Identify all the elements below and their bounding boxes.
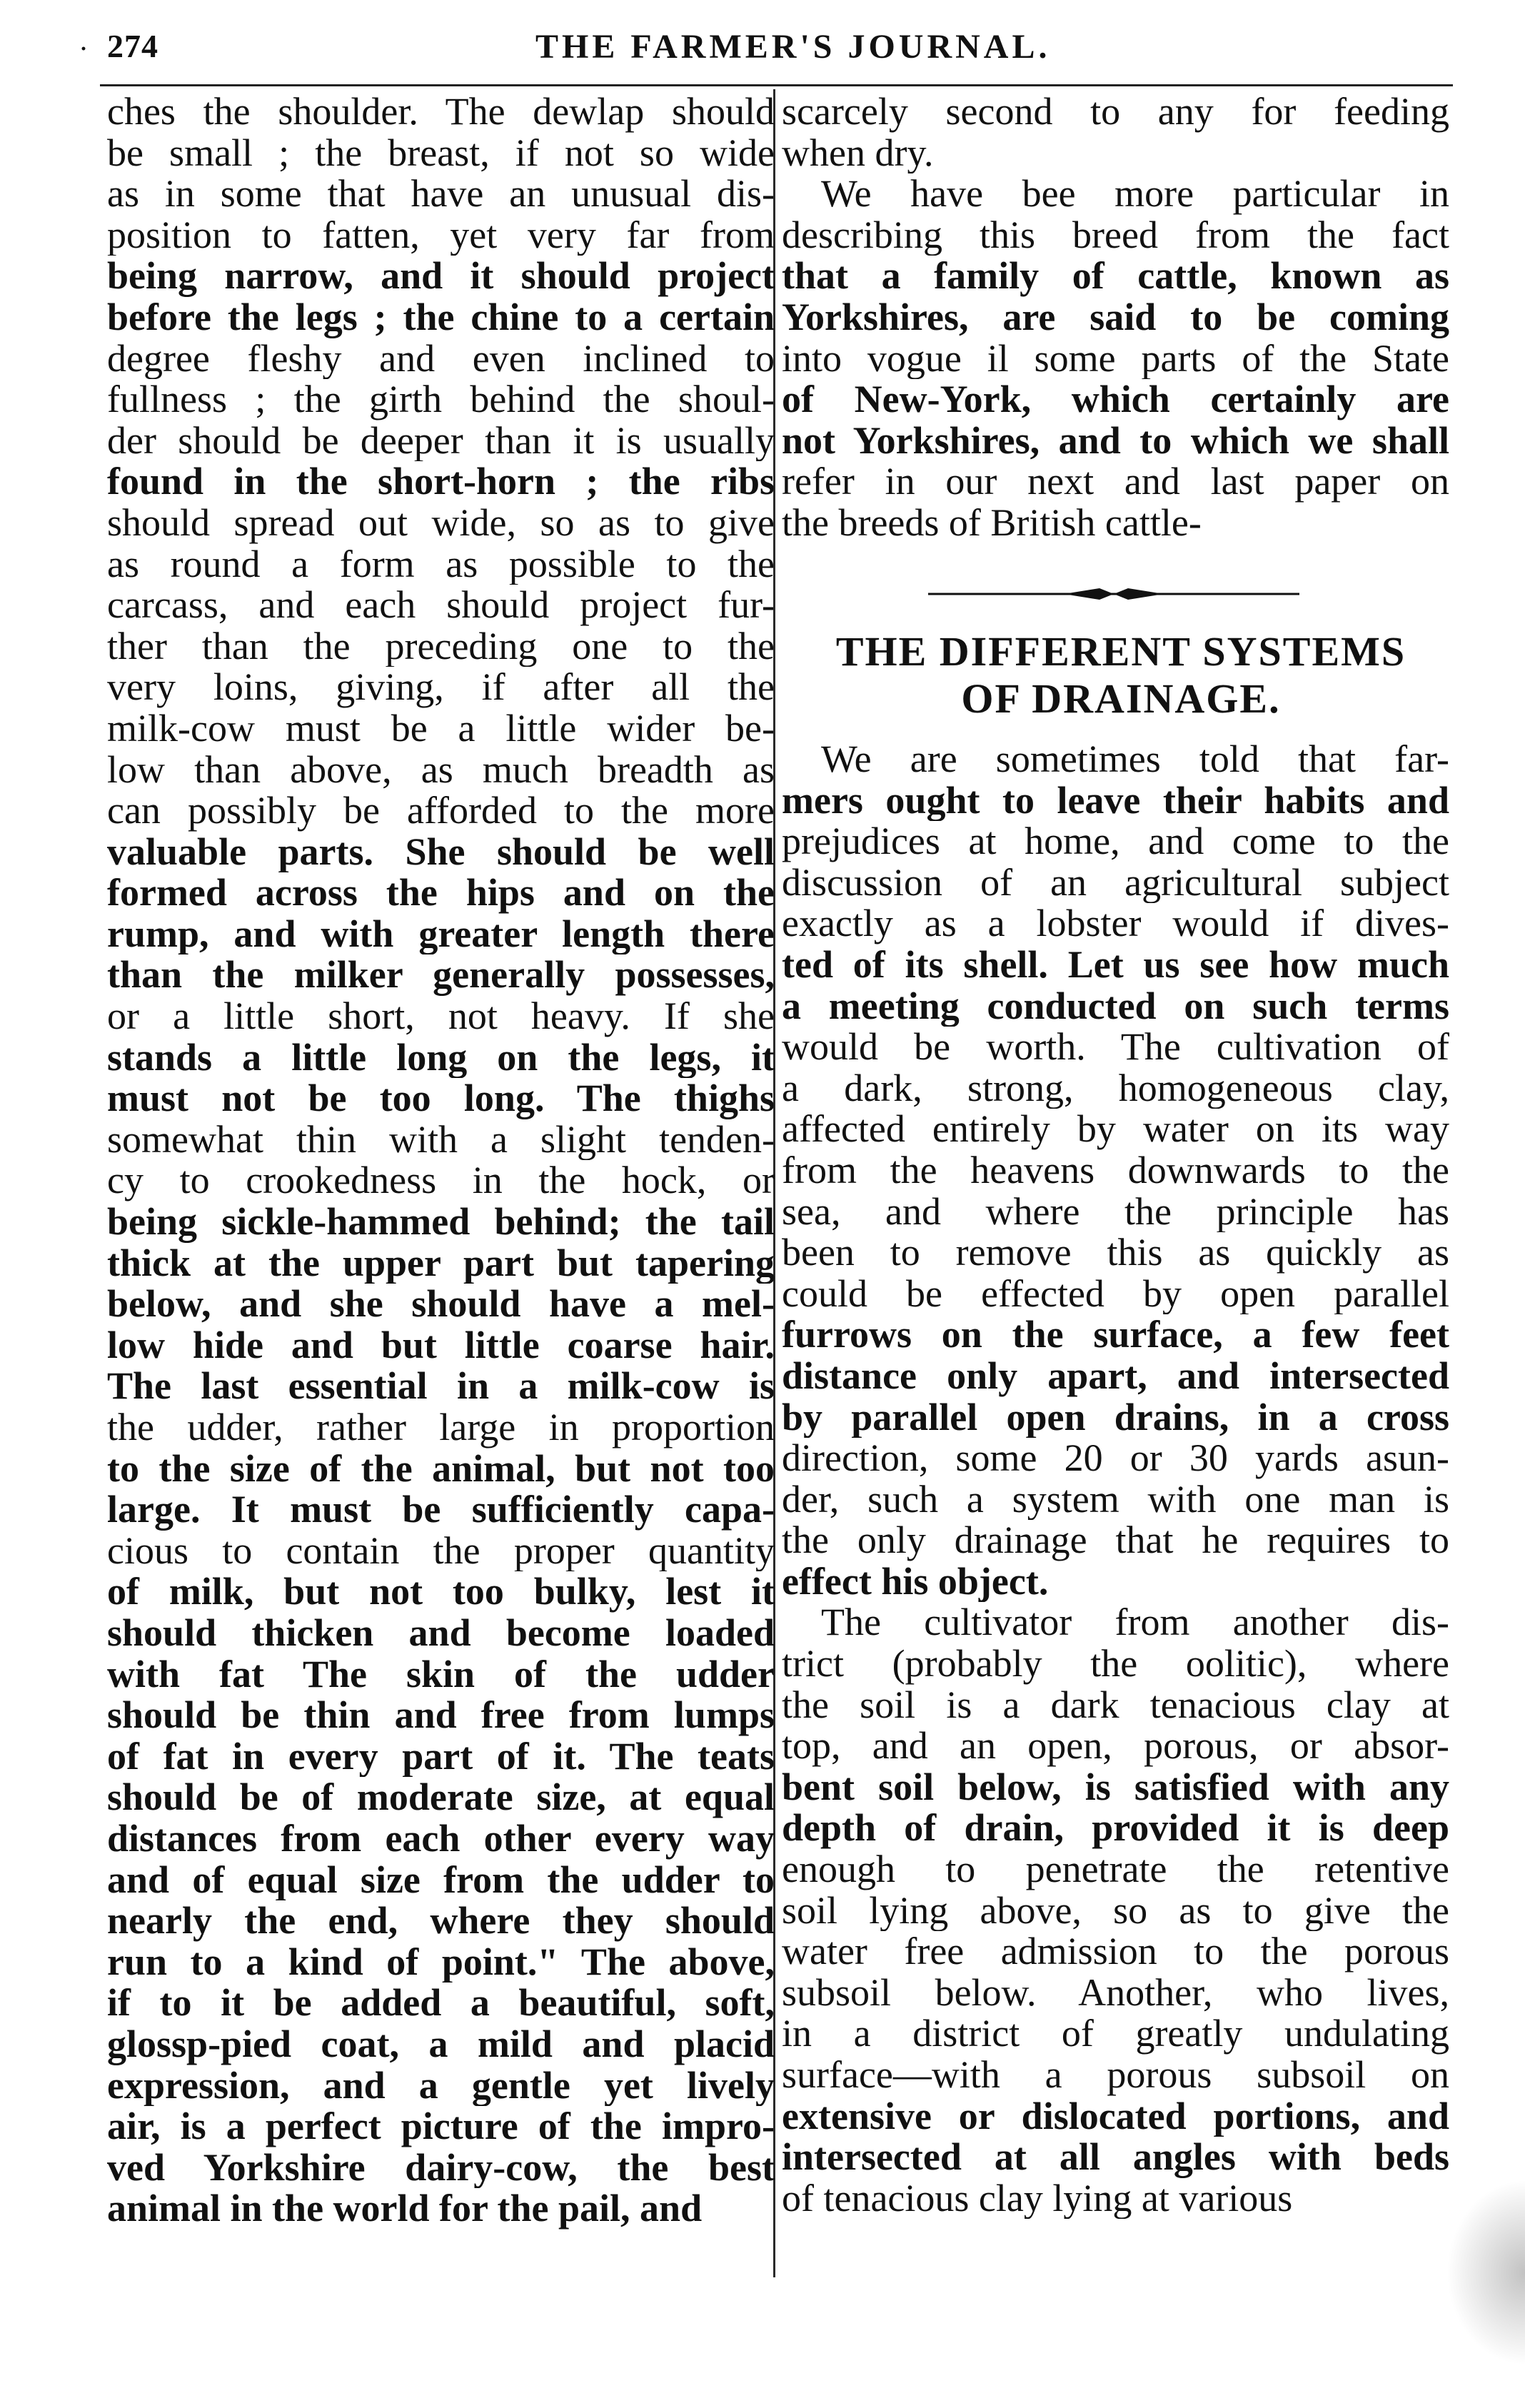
text-line: exactly as a lobster would if dives-: [782, 903, 1449, 944]
section-heading-line2: OF DRAINAGE.: [961, 675, 1281, 722]
text-line: Yorkshires, are said to be coming: [782, 296, 1449, 338]
text-line: top, and an open, porous, or absor-: [782, 1726, 1449, 1767]
text-line: before the legs ; the chine to a certain: [107, 296, 775, 338]
text-line: found in the short-horn ; the ribs: [107, 461, 775, 503]
text-line: the udder, rather large in proportion: [107, 1407, 775, 1449]
text-line: discussion of an agricultural subject: [782, 862, 1449, 904]
text-line: intersected at all angles with beds: [782, 2137, 1449, 2178]
text-line: run to a kind of point." The above,: [107, 1941, 775, 1983]
journal-title: THE FARMER'S JOURNAL.: [535, 28, 1051, 66]
text-line: carcass, and each should project fur-: [107, 585, 775, 626]
text-line: very loins, giving, if after all the: [107, 667, 775, 708]
text-line: scarcely second to any for feeding: [782, 91, 1449, 133]
text-line: ted of its shell. Let us see how much: [782, 944, 1449, 986]
margin-dot: ·: [79, 33, 89, 66]
text-line: subsoil below. Another, who lives,: [782, 1972, 1449, 2014]
text-line: prejudices at home, and come to the: [782, 821, 1449, 862]
text-line: to the size of the animal, but not too: [107, 1448, 775, 1490]
text-line: if to it be added a beautiful, soft,: [107, 1983, 775, 2024]
text-line: sea, and where the principle has: [782, 1191, 1449, 1233]
text-line: depth of drain, provided it is deep: [782, 1808, 1449, 1850]
text-line: air, is a perfect picture of the impro-: [107, 2106, 775, 2147]
section-heading-line1: THE DIFFERENT SYSTEMS: [835, 628, 1406, 675]
text-line: of fat in every part of it. The teats: [107, 1736, 775, 1778]
text-line: The last essential in a milk-cow is: [107, 1366, 775, 1407]
text-line: ther than the preceding one to the: [107, 625, 775, 668]
text-line: degree fleshy and even inclined to: [107, 338, 775, 380]
text-line: or a little short, not heavy. If she: [107, 996, 775, 1037]
text-line: extensive or dislocated portions, and: [782, 2095, 1449, 2137]
text-line: bent soil below, is satisfied with any: [782, 1766, 1449, 1808]
text-line: below, and she should have a mel-: [107, 1284, 775, 1325]
text-line: milk-cow must be a little wider be-: [107, 707, 775, 750]
text-line: low hide and but little coarse hair.: [107, 1324, 775, 1366]
page-header: [79, 27, 1449, 77]
text-line: cy to crookedness in the hock, or: [107, 1160, 775, 1202]
text-line: of New-York, which certainly are: [782, 379, 1449, 420]
text-line: soil lying above, so as to give the: [782, 1890, 1449, 1932]
right-column-body: [782, 739, 1449, 2219]
right-column-top: [782, 91, 1449, 544]
text-line: der, such a system with one man is: [782, 1478, 1449, 1521]
text-line: expression, and a gentle yet lively: [107, 2065, 775, 2107]
text-line: a dark, strong, homogeneous clay,: [782, 1067, 1449, 1109]
text-line: formed across the hips and on the: [107, 872, 775, 914]
text-line: We are sometimes told that far-: [821, 739, 1449, 780]
text-line: the breeds of British cattle-: [782, 502, 1202, 544]
text-line: valuable parts. She should be well: [107, 831, 775, 873]
text-line: the only drainage that he requires to: [782, 1520, 1449, 1561]
text-line: nearly the end, where they should: [107, 1900, 775, 1942]
text-line: than the milker generally possesses,: [107, 954, 775, 997]
text-line: into vogue il some parts of the State: [782, 338, 1449, 380]
text-line: with fat The skin of the udder: [107, 1653, 775, 1696]
text-line: direction, some 20 or 30 yards asun-: [782, 1438, 1449, 1479]
text-line: should be thin and free from lumps: [107, 1695, 775, 1736]
text-line: distances from each other every way: [107, 1818, 775, 1860]
text-line: refer in our next and last paper on: [782, 461, 1449, 503]
text-line: of milk, but not too bulky, lest it: [107, 1571, 775, 1613]
text-line: could be effected by open parallel: [782, 1273, 1449, 1315]
text-line: by parallel open drains, in a cross: [782, 1396, 1449, 1439]
text-line: should thicken and become loaded: [107, 1612, 775, 1654]
text-line: We have bee more particular in: [821, 173, 1449, 215]
text-line: a meeting conducted on such terms: [782, 985, 1449, 1027]
text-line: surface—with a porous subsoil on: [782, 2055, 1449, 2096]
text-line: when dry.: [782, 132, 934, 174]
left-column: [107, 91, 775, 2230]
text-line: cious to contain the proper quantity: [107, 1530, 775, 1572]
text-line: water free admission to the porous: [782, 1931, 1449, 1973]
text-line: enough to penetrate the retentive: [782, 1849, 1449, 1890]
text-line: in a district of greatly undulating: [782, 2013, 1449, 2055]
text-line: rump, and with greater length there: [107, 913, 775, 955]
text-line: as in some that have an unusual dis-: [107, 173, 775, 215]
text-line: effect his object.: [782, 1561, 1049, 1603]
text-line: stands a little long on the legs, it: [107, 1037, 775, 1079]
text-line: being sickle-hammed behind; the tail: [107, 1202, 775, 1243]
text-line: The cultivator from another dis-: [821, 1602, 1449, 1644]
text-line: affected entirely by water on its way: [782, 1109, 1449, 1150]
text-line: that a family of cattle, known as: [782, 256, 1449, 297]
text-line: large. It must be sufficiently capa-: [107, 1489, 775, 1531]
page-number: 274: [107, 28, 158, 64]
section-heading: [792, 628, 1449, 722]
text-line: thick at the upper part but tapering: [107, 1242, 775, 1284]
ornamental-rule: [928, 585, 1299, 603]
text-line: furrows on the surface, a few feet: [782, 1314, 1449, 1356]
text-line: should be of moderate size, at equal: [107, 1777, 775, 1818]
text-line: would be worth. The cultivation of: [782, 1027, 1449, 1068]
text-line: glossp-pied coat, a mild and placid: [107, 2023, 775, 2065]
text-line: low than above, as much breadth as: [107, 749, 775, 791]
text-line: mers ought to leave their habits and: [782, 780, 1449, 822]
text-line: animal in the world for the pail, and: [107, 2188, 703, 2230]
header-rule: [100, 84, 1453, 86]
text-line: fullness ; the girth behind the shoul-: [107, 379, 775, 420]
text-line: as round a form as possible to the: [107, 543, 775, 585]
text-line: trict (probably the oolitic), where: [782, 1643, 1449, 1685]
text-line: should spread out wide, so as to give: [107, 502, 775, 544]
text-line: ved Yorkshire dairy-cow, the best: [107, 2147, 775, 2189]
text-line: from the heavens downwards to the: [782, 1149, 1449, 1192]
text-line: the soil is a dark tenacious clay at: [782, 1684, 1449, 1726]
text-line: describing this breed from the fact: [782, 214, 1449, 256]
text-line: and of equal size from the udder to: [107, 1859, 775, 1901]
text-line: der should be deeper than it is usually: [107, 420, 775, 462]
text-line: be small ; the breast, if not so wide: [107, 132, 775, 174]
text-line: of tenacious clay lying at various: [782, 2177, 1293, 2220]
text-line: must not be too long. The thighs: [107, 1078, 775, 1119]
text-line: distance only apart, and intersected: [782, 1355, 1449, 1397]
text-line: can possibly be afforded to the more: [107, 790, 775, 832]
text-line: been to remove this as quickly as: [782, 1232, 1449, 1274]
page-stain: [1446, 2180, 1525, 2365]
text-line: position to fatten, yet very far from: [107, 214, 775, 256]
text-line: somewhat thin with a slight tenden-: [107, 1119, 775, 1161]
text-line: not Yorkshires, and to which we shall: [782, 420, 1449, 462]
text-line: ches the shoulder. The dewlap should: [107, 91, 775, 133]
text-line: being narrow, and it should project: [107, 256, 775, 297]
